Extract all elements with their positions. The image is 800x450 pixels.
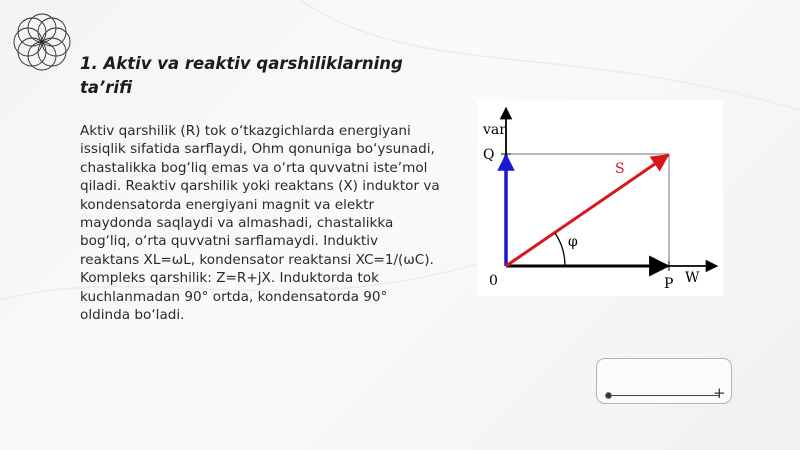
q-label: Q <box>483 147 495 163</box>
decorative-circle-logo-icon <box>4 4 80 80</box>
phi-label: φ <box>568 234 578 250</box>
p-label: P <box>664 276 674 292</box>
s-label: S <box>615 161 625 177</box>
slide-title-line-2: ta’rifi <box>80 78 133 97</box>
slider-handle[interactable] <box>605 392 612 399</box>
phi-angle-arc <box>555 233 565 266</box>
x-axis-label: W <box>685 270 700 286</box>
slide-title <box>80 52 440 100</box>
slider-track[interactable] <box>608 395 720 396</box>
slide-title-line-1: 1. Aktiv va reaktiv qarshiliklarning <box>80 54 403 73</box>
s-vector <box>506 155 668 266</box>
origin-label: 0 <box>489 273 498 289</box>
plus-icon[interactable]: + <box>713 384 726 402</box>
power-triangle-diagram <box>477 100 723 296</box>
slide-body-text: Aktiv qarshilik (R) tok o‘tkazgichlarda energiyani issiqlik sifatida sarflaydi, Ohm qonuniga bo‘ysunadi, chastalikka bog‘liq emas va o‘rta quvvatni iste’mol qiladi. Reaktiv qarshilik yoki reaktans (X) induktor va kondensatorda energiyani magnit va elektr maydonda saqlaydi va almashadi, chastalikka bog‘liq, o‘rta quvvatni sarflamaydi. Induktiv reaktans XL=ωL, kondensator reaktansi XC=1/(ωC). Kompleks qarshilik: Z=R+jX. Induktorda tok kuchlanmadan 90° ortda, kondensatorda 90° oldinda bo‘ladi. <box>80 123 440 324</box>
slider-widget[interactable] <box>596 358 732 404</box>
y-axis-label: var <box>483 122 506 138</box>
